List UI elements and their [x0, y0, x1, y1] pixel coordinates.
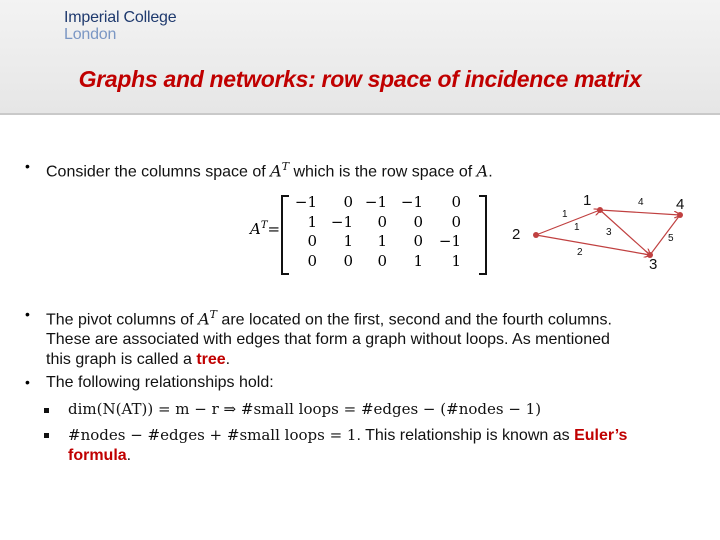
edge-5	[650, 215, 680, 255]
matrix-cell: 1	[307, 212, 317, 231]
euler-highlight: Euler’s	[574, 427, 628, 444]
matrix-cell: 0	[451, 212, 461, 231]
sub-bullet-1: dim(N(AT)) = m − r ⇒ #small loops = #edges − (#nodes − 1)	[68, 400, 542, 418]
matrix-label: $A^T=$	[250, 220, 281, 238]
matrix-cell: 1	[377, 232, 387, 250]
edge-label-1b: 1	[574, 222, 580, 233]
bullet-dot: •	[25, 374, 30, 390]
matrix-cell: 0	[307, 232, 317, 250]
bullet-1	[46, 157, 493, 182]
matrix-cell: 1	[343, 232, 353, 250]
bullet-1-mid: which is the row space of	[289, 163, 477, 181]
bullet-dot: •	[25, 306, 30, 322]
logo-line2: London	[64, 26, 117, 43]
node-label-2: 2	[512, 226, 521, 243]
edge-label-1a: 1	[562, 209, 568, 220]
node-label-3: 3	[649, 256, 658, 270]
matrix-cell: −1	[400, 193, 423, 211]
bullet-1-T: T	[281, 160, 290, 173]
bullet-dot: •	[25, 158, 30, 174]
matrix-cell: −1	[364, 193, 387, 211]
node-2	[533, 232, 539, 238]
node-1	[597, 207, 603, 213]
edge-4	[600, 210, 680, 215]
edge-label-3: 3	[606, 227, 612, 238]
euler-formula-expression: #nodes − #edges + #small loops = 1	[68, 426, 357, 444]
bullet-3: The following relationships hold:	[46, 374, 274, 391]
matrix-cell: −1	[438, 232, 461, 250]
matrix-cell: −1	[330, 212, 353, 231]
bullet-2: The pivot columns of $A^T$ are located on the first, second and the fourth columns. These are associated with edges that form a graph without loops. As mentioned this graph is called a tree.	[46, 305, 696, 370]
bullet-1-suffix: .	[488, 163, 493, 181]
matrix-cell: 0	[307, 251, 317, 270]
sub-bullet-square	[44, 408, 49, 413]
edge-label-2: 2	[577, 247, 583, 258]
bullet-1-A2: A	[476, 161, 489, 181]
edge-label-5: 5	[668, 233, 674, 244]
sub-bullet-square	[44, 433, 49, 438]
matrix-cell: 0	[377, 251, 387, 270]
tree-highlight: tree	[196, 351, 226, 369]
graph-diagram	[500, 185, 700, 270]
edge-label-4: 4	[638, 197, 644, 208]
matrix-grid	[287, 193, 461, 271]
matrix-cell: 0	[413, 232, 423, 250]
matrix-cell: 1	[451, 251, 461, 270]
node-label-1: 1	[583, 192, 592, 209]
bullet-1-prefix: Consider the columns space of	[46, 163, 271, 181]
sub-bullet-2: #nodes − #edges + #small loops = 1. This relationship is known as Euler’s formula.	[68, 426, 628, 464]
matrix-right-bracket	[479, 195, 487, 275]
matrix-cell: 0	[377, 212, 387, 231]
matrix-cell: 1	[413, 251, 423, 270]
bullet-1-A: A	[270, 161, 282, 181]
matrix-cell: 0	[343, 251, 353, 270]
slide-title: Graphs and networks: row space of incidence matrix	[78, 66, 642, 92]
formula-highlight: formula	[68, 447, 127, 464]
edge-2	[536, 235, 650, 255]
bullet-2-line2: These are associated with edges that form a graph without loops. As mentioned	[46, 331, 610, 349]
matrix-cell: −1	[294, 193, 317, 211]
matrix-cell: 0	[413, 212, 423, 231]
logo-line1: Imperial College	[64, 9, 177, 26]
imperial-logo	[64, 9, 176, 43]
matrix-cell: 0	[451, 193, 461, 211]
edge-1-top	[536, 210, 600, 235]
node-label-4: 4	[676, 196, 685, 213]
matrix-cell: 0	[343, 193, 353, 211]
